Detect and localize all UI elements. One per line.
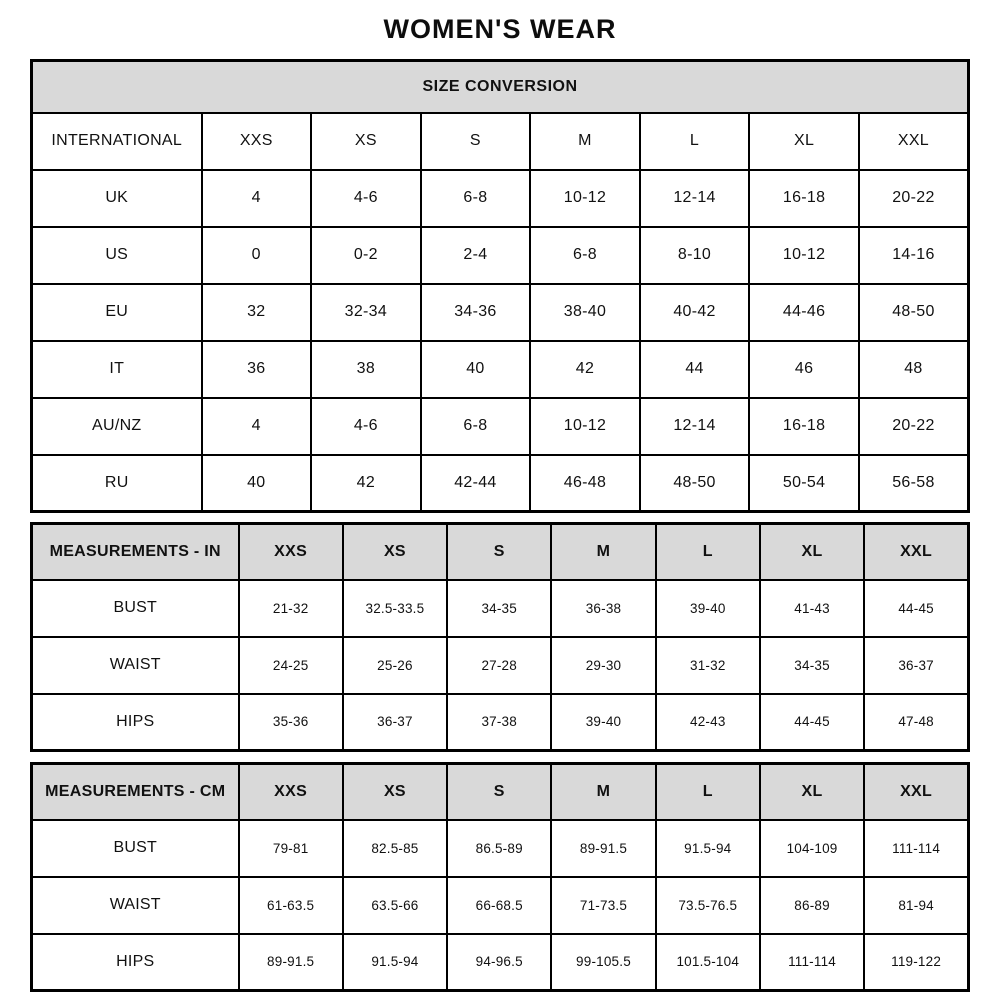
value-cell: 32.5-33.5 xyxy=(343,580,447,637)
table-row-it xyxy=(32,341,969,398)
header-cell-xxs: XXS xyxy=(239,764,343,820)
value-cell: 91.5-94 xyxy=(656,820,760,877)
value-cell: 21-32 xyxy=(239,580,343,637)
value-cell: 40 xyxy=(202,455,312,512)
value-cell: 40-42 xyxy=(640,284,750,341)
value-cell: 4-6 xyxy=(311,170,421,227)
value-cell: 89-91.5 xyxy=(239,934,343,991)
value-cell: 47-48 xyxy=(864,694,968,751)
row-label: IT xyxy=(32,341,202,398)
header-cell-xs: XS xyxy=(343,524,447,580)
header-cell-xxs: XXS xyxy=(202,113,312,170)
header-cell-xxl: XXL xyxy=(859,113,969,170)
value-cell: 34-35 xyxy=(760,637,864,694)
value-cell: 29-30 xyxy=(551,637,655,694)
value-cell: 48 xyxy=(859,341,969,398)
header-cell-xxl: XXL xyxy=(864,524,968,580)
row-label: UK xyxy=(32,170,202,227)
table-row-ru xyxy=(32,455,969,512)
value-cell: 37-38 xyxy=(447,694,551,751)
value-cell: 82.5-85 xyxy=(343,820,447,877)
page-title: WOMEN'S WEAR xyxy=(383,14,617,44)
value-cell: 40 xyxy=(421,341,531,398)
value-cell: 71-73.5 xyxy=(551,877,655,934)
measurements-cm-table xyxy=(30,762,970,992)
value-cell: 36-37 xyxy=(864,637,968,694)
header-cell-xl: XL xyxy=(760,764,864,820)
value-cell: 20-22 xyxy=(859,170,969,227)
header-cell-s: S xyxy=(421,113,531,170)
value-cell: 91.5-94 xyxy=(343,934,447,991)
value-cell: 63.5-66 xyxy=(343,877,447,934)
header-cell-xs: XS xyxy=(311,113,421,170)
value-cell: 36-37 xyxy=(343,694,447,751)
header-cell-l: L xyxy=(656,764,760,820)
value-cell: 44 xyxy=(640,341,750,398)
value-cell: 39-40 xyxy=(656,580,760,637)
value-cell: 73.5-76.5 xyxy=(656,877,760,934)
value-cell: 86.5-89 xyxy=(447,820,551,877)
value-cell: 111-114 xyxy=(864,820,968,877)
row-label: BUST xyxy=(32,580,239,637)
value-cell: 50-54 xyxy=(749,455,859,512)
table-header-row xyxy=(32,764,969,820)
table-row-bust xyxy=(32,580,969,637)
value-cell: 46 xyxy=(749,341,859,398)
measurements-in-table xyxy=(30,522,970,752)
value-cell: 0 xyxy=(202,227,312,284)
header-cell-m: M xyxy=(530,113,640,170)
value-cell: 4-6 xyxy=(311,398,421,455)
table-header-row xyxy=(32,524,969,580)
value-cell: 12-14 xyxy=(640,170,750,227)
table-row-aunz xyxy=(32,398,969,455)
header-cell-m: M xyxy=(551,764,655,820)
value-cell: 48-50 xyxy=(859,284,969,341)
row-label: HIPS xyxy=(32,934,239,991)
header-cell-s: S xyxy=(447,524,551,580)
value-cell: 31-32 xyxy=(656,637,760,694)
size-conversion-caption: SIZE CONVERSION xyxy=(32,61,969,113)
table-header-row xyxy=(32,113,969,170)
value-cell: 6-8 xyxy=(421,398,531,455)
table-row-hips xyxy=(32,694,969,751)
value-cell: 56-58 xyxy=(859,455,969,512)
value-cell: 25-26 xyxy=(343,637,447,694)
value-cell: 20-22 xyxy=(859,398,969,455)
value-cell: 10-12 xyxy=(749,227,859,284)
value-cell: 89-91.5 xyxy=(551,820,655,877)
value-cell: 44-45 xyxy=(864,580,968,637)
header-cell-xxs: XXS xyxy=(239,524,343,580)
value-cell: 86-89 xyxy=(760,877,864,934)
value-cell: 99-105.5 xyxy=(551,934,655,991)
header-cell-l: L xyxy=(640,113,750,170)
value-cell: 119-122 xyxy=(864,934,968,991)
row-label: BUST xyxy=(32,820,239,877)
value-cell: 39-40 xyxy=(551,694,655,751)
value-cell: 41-43 xyxy=(760,580,864,637)
value-cell: 16-18 xyxy=(749,170,859,227)
row-label: WAIST xyxy=(32,637,239,694)
value-cell: 16-18 xyxy=(749,398,859,455)
value-cell: 34-35 xyxy=(447,580,551,637)
value-cell: 4 xyxy=(202,170,312,227)
table-row-hips xyxy=(32,934,969,991)
table-row-bust xyxy=(32,820,969,877)
value-cell: 38 xyxy=(311,341,421,398)
value-cell: 36-38 xyxy=(551,580,655,637)
value-cell: 94-96.5 xyxy=(447,934,551,991)
row-label: EU xyxy=(32,284,202,341)
value-cell: 104-109 xyxy=(760,820,864,877)
value-cell: 10-12 xyxy=(530,398,640,455)
row-label: RU xyxy=(32,455,202,512)
value-cell: 4 xyxy=(202,398,312,455)
value-cell: 79-81 xyxy=(239,820,343,877)
value-cell: 35-36 xyxy=(239,694,343,751)
value-cell: 32 xyxy=(202,284,312,341)
value-cell: 66-68.5 xyxy=(447,877,551,934)
value-cell: 6-8 xyxy=(530,227,640,284)
table-row-eu xyxy=(32,284,969,341)
header-cell-xl: XL xyxy=(749,113,859,170)
value-cell: 0-2 xyxy=(311,227,421,284)
value-cell: 42-44 xyxy=(421,455,531,512)
value-cell: 44-46 xyxy=(749,284,859,341)
value-cell: 101.5-104 xyxy=(656,934,760,991)
value-cell: 2-4 xyxy=(421,227,531,284)
measurements-cm-caption: MEASUREMENTS - CM xyxy=(32,764,239,820)
value-cell: 81-94 xyxy=(864,877,968,934)
value-cell: 42 xyxy=(311,455,421,512)
value-cell: 38-40 xyxy=(530,284,640,341)
header-cell-s: S xyxy=(447,764,551,820)
value-cell: 32-34 xyxy=(311,284,421,341)
value-cell: 36 xyxy=(202,341,312,398)
row-label: US xyxy=(32,227,202,284)
value-cell: 10-12 xyxy=(530,170,640,227)
table-row-waist xyxy=(32,637,969,694)
value-cell: 44-45 xyxy=(760,694,864,751)
value-cell: 48-50 xyxy=(640,455,750,512)
row-label: WAIST xyxy=(32,877,239,934)
size-conversion-table xyxy=(30,59,970,513)
table-caption-row xyxy=(32,61,969,113)
header-cell-xl: XL xyxy=(760,524,864,580)
header-cell-l: L xyxy=(656,524,760,580)
value-cell: 111-114 xyxy=(760,934,864,991)
value-cell: 12-14 xyxy=(640,398,750,455)
table-row-uk xyxy=(32,170,969,227)
value-cell: 61-63.5 xyxy=(239,877,343,934)
value-cell: 27-28 xyxy=(447,637,551,694)
measurements-in-caption: MEASUREMENTS - IN xyxy=(32,524,239,580)
header-cell-xxl: XXL xyxy=(864,764,968,820)
row-label: AU/NZ xyxy=(32,398,202,455)
value-cell: 8-10 xyxy=(640,227,750,284)
value-cell: 6-8 xyxy=(421,170,531,227)
value-cell: 14-16 xyxy=(859,227,969,284)
value-cell: 42-43 xyxy=(656,694,760,751)
value-cell: 34-36 xyxy=(421,284,531,341)
header-cell-m: M xyxy=(551,524,655,580)
value-cell: 46-48 xyxy=(530,455,640,512)
table-row-waist xyxy=(32,877,969,934)
row-label: HIPS xyxy=(32,694,239,751)
header-cell-xs: XS xyxy=(343,764,447,820)
value-cell: 24-25 xyxy=(239,637,343,694)
header-cell-international: INTERNATIONAL xyxy=(32,113,202,170)
value-cell: 42 xyxy=(530,341,640,398)
table-row-us xyxy=(32,227,969,284)
